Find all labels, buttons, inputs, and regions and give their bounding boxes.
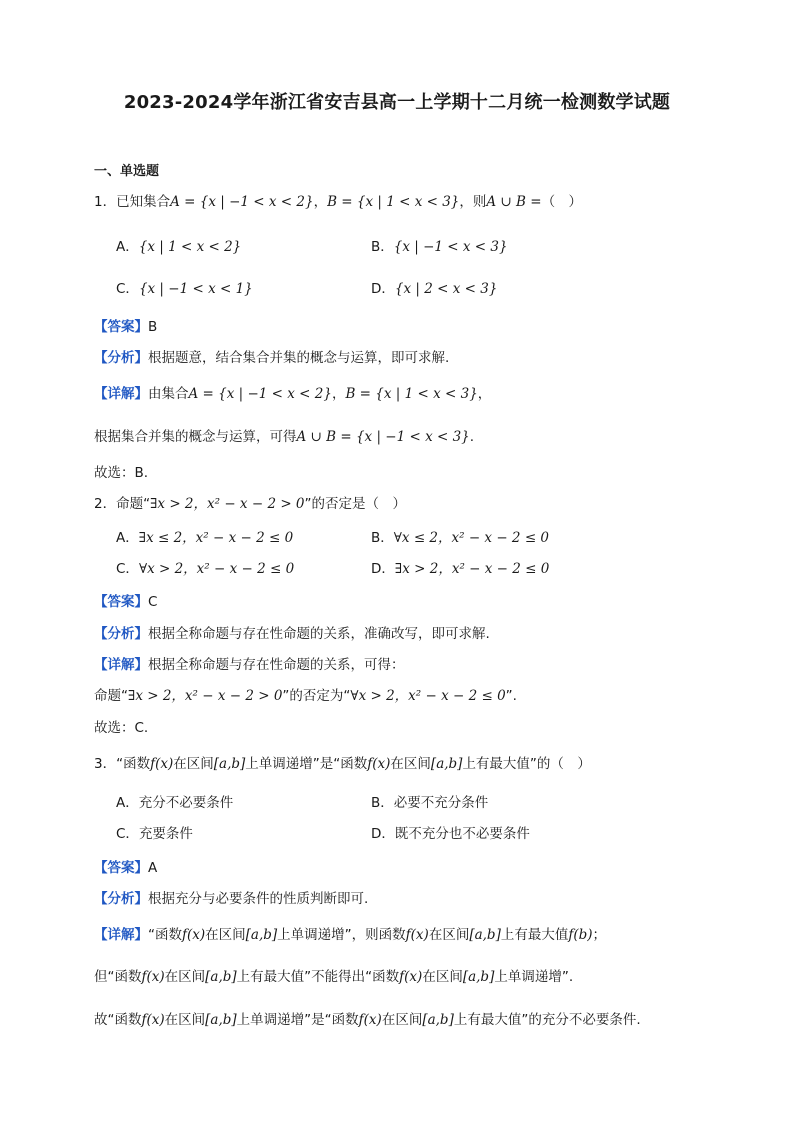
question-3-option-b[interactable]: B．必要不充分条件 <box>371 795 489 811</box>
question-1-stem <box>94 192 582 212</box>
question-2-conclusion: 故选：C. <box>94 720 149 736</box>
analysis-tag: 【分析】 <box>94 350 148 366</box>
question-3-stem: 3．“函数f(x)在区间[a,b]上单调递增”是“函数f(x)在区间[a,b]上有最大值”的（ ） <box>94 756 591 772</box>
question-1-conclusion: 故选：B. <box>94 465 149 481</box>
question-3-analysis: 【分析】根据充分与必要条件的性质判断即可. <box>94 891 369 907</box>
question-1-option-b[interactable]: B．{x | −1 < x < 3} <box>371 239 508 255</box>
question-2-option-d[interactable]: D．∃x > 2，x² − x − 2 ≤ 0 <box>371 561 550 577</box>
question-2-answer: 【答案】C <box>94 594 158 610</box>
question-1-answer: 【答案】B <box>94 319 158 335</box>
question-1-option-d[interactable]: D．{x | 2 < x < 3} <box>371 281 498 297</box>
question-2-option-c[interactable]: C．∀x > 2，x² − x − 2 ≤ 0 <box>116 561 295 577</box>
detail-tag: 【详解】 <box>94 386 148 402</box>
question-1-analysis: 【分析】根据题意，结合集合并集的概念与运算，即可求解. <box>94 350 450 366</box>
question-3-conclusion: 故“函数f(x)在区间[a,b]上单调递增”是“函数f(x)在区间[a,b]上有最大值”的充分不必要条件. <box>94 1012 641 1028</box>
document-title: 2023-2024学年浙江省安吉县高一上学期十二月统一检测数学试题 <box>123 92 671 113</box>
section-heading: 一、单选题 <box>94 164 160 179</box>
question-2-detail-line-2: 命题“∃x > 2，x² − x − 2 > 0”的否定为“∀x > 2，x² − x − 2 ≤ 0”. <box>94 688 517 704</box>
question-3-answer: 【答案】A <box>94 860 158 876</box>
question-2-option-b[interactable]: B．∀x ≤ 2，x² − x − 2 ≤ 0 <box>371 530 550 546</box>
question-3-option-c[interactable]: C．充要条件 <box>116 826 193 842</box>
question-1-set-b: B = {x | 1 < x < 3} <box>327 194 460 210</box>
question-3-detail-line-2: 但“函数f(x)在区间[a,b]上有最大值”不能得出“函数f(x)在区间[a,b]上单调递增”. <box>94 969 574 985</box>
question-1-set-a: A = {x | −1 < x < 2} <box>170 194 314 210</box>
question-2-analysis: 【分析】根据全称命题与存在性命题的关系，准确改写，即可求解. <box>94 626 490 642</box>
answer-tag: 【答案】 <box>94 319 148 335</box>
question-1-detail: 【详解】由集合A = {x | −1 < x < 2}，B = {x | 1 < x < 3}， <box>94 386 492 402</box>
question-2-option-a[interactable]: A．∃x ≤ 2，x² − x − 2 ≤ 0 <box>116 530 294 546</box>
question-3-option-a[interactable]: A．充分不必要条件 <box>116 795 234 811</box>
question-1-option-c[interactable]: C．{x | −1 < x < 1} <box>116 281 253 297</box>
question-1-detail-line-2: 根据集合并集的概念与运算，可得A ∪ B = {x | −1 < x < 3}. <box>94 429 475 445</box>
question-1-union: A ∪ B = <box>486 194 542 210</box>
question-1-sep: ， <box>313 194 328 210</box>
question-1-prefix: 1．已知集合 <box>94 194 171 210</box>
question-2-detail: 【详解】根据全称命题与存在性命题的关系，可得： <box>94 657 405 673</box>
question-2-stem: 2．命题“∃x > 2，x² − x − 2 > 0”的否定是（ ） <box>94 496 407 512</box>
question-1-blank: （ ） <box>541 194 583 210</box>
question-1-then: ，则 <box>459 194 487 210</box>
question-1-option-a[interactable]: A．{x | 1 < x < 2} <box>116 239 242 255</box>
question-3-option-d[interactable]: D．既不充分也不必要条件 <box>371 826 530 842</box>
question-3-detail: 【详解】“函数f(x)在区间[a,b]上单调递增”，则函数f(x)在区间[a,b]上有最大值f(b)； <box>94 927 607 943</box>
